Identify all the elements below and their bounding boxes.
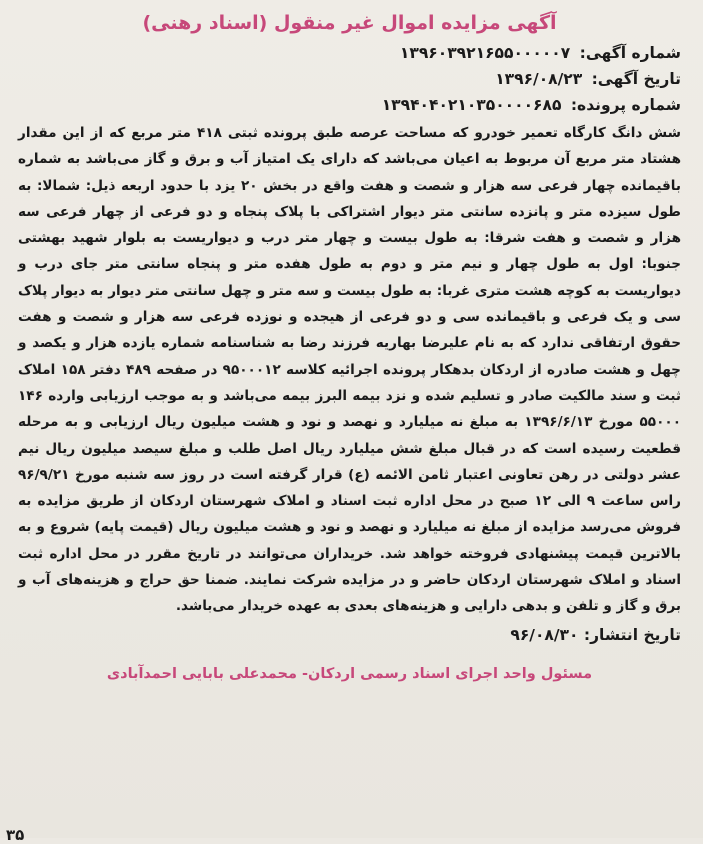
page-corner-code: ۳۵ <box>6 826 25 844</box>
notice-date-label: تاریخ آگهی: <box>591 70 681 88</box>
file-number-line <box>18 92 681 118</box>
notice-number: ۱۳۹۶۰۳۹۲۱۶۵۵۰۰۰۰۰۷ <box>399 44 571 62</box>
notice-title: آگهی مزایده اموال غیر منقول (اسناد رهنی) <box>142 12 557 34</box>
notice-signature: مسئول واحد اجرای اسناد رسمی اردکان- محمدعلی بابایی احمدآبادی <box>106 665 593 682</box>
file-number: ۱۳۹۴۰۴۰۲۱۰۳۵۰۰۰۰۶۸۵ <box>381 96 562 114</box>
notice-number-label: شماره آگهی: <box>579 44 681 62</box>
file-number-label: شماره پرونده: <box>570 96 681 114</box>
publish-date-line <box>18 622 681 648</box>
notice-date-line <box>18 66 681 92</box>
publish-date-label: تاریخ انتشار: <box>583 625 681 644</box>
notice-number-line <box>18 40 681 66</box>
publish-date: ۹۶/۰۸/۳۰ <box>510 625 579 644</box>
notice-body: شش دانگ کارگاه تعمیر خودرو که مساحت عرصه طبق پرونده ثبتی ۴۱۸ متر مربع که از این مقدار هشتاد متر مربع آن مربوط به اعیان می‌باشد که دارای یک امتیاز آب و برق و گاز می‌باشد به شماره باقیمانده چهار فرعی سه هزار و شصت و هفت واقع در بخش ۲۰ یزد با حدود اربعه ذیل: شمالا: به طول سیزده متر و پانزده سانتی متر دیوار اشتراکی با پلاک پنجاه و دو فرعی از چهار فرعی سه هزار و شصت و هفت شرقا: به طول بیست و چهار متر درب و دیواریست به بلوار شهید بهشتی جنوبا: اول به طول چهار و نیم متر و دوم به طول هفده متر و پنجاه سانتی متر جای درب و دیواریست به کوچه هشت متری غربا: به طول بیست و سه متر و چهل سانتی متر دیوار به دیوار پلاک سی و یک فرعی و باقیمانده سی و دو فرعی از هیجده و نوزده فرعی سه هزار و شصت و هفت حقوق ارتفاقی ندارد که به نام علیرضا بهاریه فرزند رضا به شناسنامه شماره یازده هزار و یکصد و چهل و هشت صادره از اردکان بدهکار پرونده اجرائیه کلاسه ۹۵۰۰۰۱۲ در صفحه ۴۸۹ دفتر ۱۵۸ املاک ثبت و سند مالکیت صادر و تسلیم شده و نزد بیمه البرز بیمه می‌باشد و به موجب ارزیابی وارده ۱۴۶ ۵۵۰۰۰ مورخ ۱۳۹۶/۶/۱۳ به مبلغ نه میلیارد و نهصد و نود و هشت میلیون ریال ارزیابی و به مرحله قطعیت رسیده است که در قبال مبلغ شش میلیارد ریال اصل طلب و مبلغ سیصد میلیون ریال نیم عشر دولتی در رهن تعاونی اعتبار ثامن الائمه (ع) قرار گرفته است در روز سه شنبه مورخ ۹۶/۹/۲۱ راس ساعت ۹ الی ۱۲ صبح در محل اداره ثبت اسناد و املاک شهرستان اردکان از طریق مزایده به فروش می‌رسد مزایده از مبلغ نه میلیارد و نهصد و نود و هشت میلیون ریال (قیمت پایه) شروع و به بالاترین قیمت پیشنهادی فروخته خواهد شد. خریداران می‌توانند در تاریخ مقرر در محل اداره ثبت اسناد و املاک شهرستان اردکان حاضر و در مزایده شرکت نمایند. ضمنا حق حراج و هزینه‌های آب و برق و گاز و تلفن و بدهی دارایی و هزینه‌های بعدی به عهده خریدار می‌باشد. <box>18 125 682 615</box>
notice-date: ۱۳۹۶/۰۸/۲۳ <box>495 70 583 88</box>
